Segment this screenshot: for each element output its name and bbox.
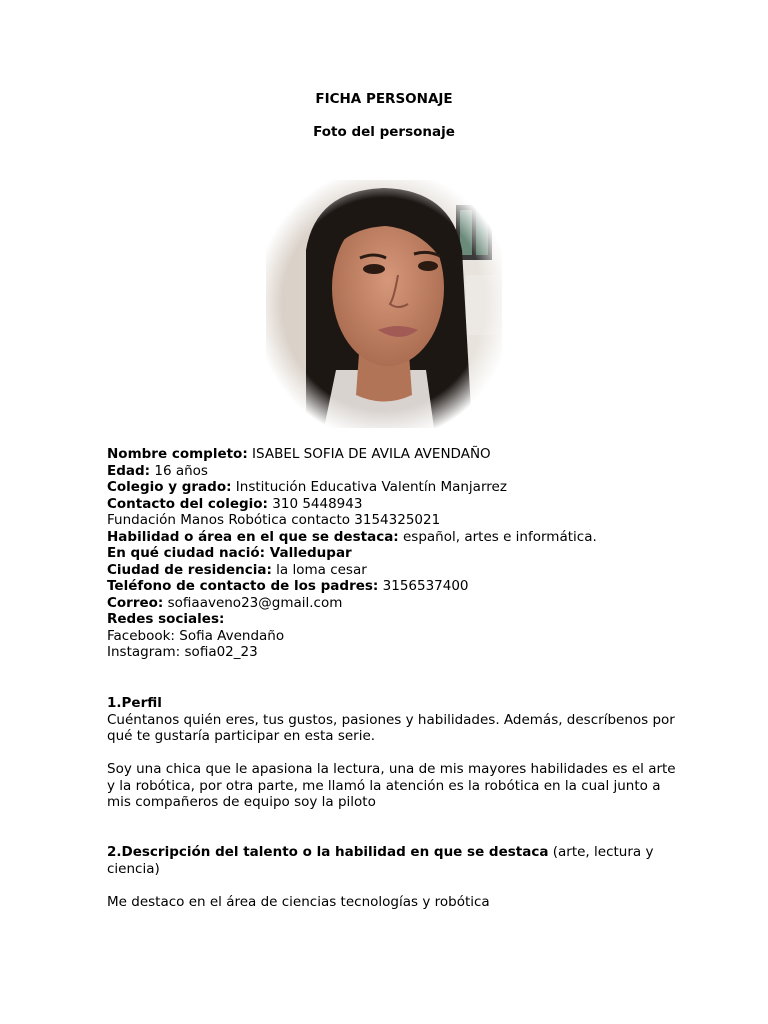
instagram-row: Instagram: sofia02_23 bbox=[107, 644, 258, 660]
personal-info bbox=[107, 446, 687, 661]
school-row bbox=[107, 479, 687, 496]
age-row bbox=[107, 463, 687, 480]
talent-heading-note: (arte, lectura y ciencia) bbox=[107, 844, 654, 877]
facebook-row: Facebook: Sofia Avendaño bbox=[107, 627, 285, 644]
full-name-row bbox=[107, 446, 687, 463]
section-profile bbox=[107, 695, 687, 811]
residence-row bbox=[107, 562, 687, 579]
social-label-row bbox=[107, 611, 687, 628]
school-value: Institución Educativa Valentín Manjarrez bbox=[231, 479, 507, 495]
school-contact-row bbox=[107, 496, 687, 513]
full-name-value: ISABEL SOFIA DE AVILA AVENDAÑO bbox=[247, 446, 491, 462]
email-label: Correo: bbox=[107, 594, 164, 611]
talent-heading-row bbox=[107, 844, 687, 877]
age-value: 16 años bbox=[150, 462, 208, 479]
skill-area-value: español, artes e informática. bbox=[398, 528, 597, 545]
school-contact-label: Contacto del colegio: bbox=[107, 495, 268, 512]
full-name-label: Nombre completo: bbox=[107, 446, 248, 462]
foundation-row: Fundación Manos Robótica contacto 3154325021 bbox=[107, 512, 441, 528]
birth-city-row bbox=[107, 545, 687, 562]
parents-phone-label: Teléfono de contacto de los padres: bbox=[107, 578, 379, 594]
residence-value: la loma cesar bbox=[271, 561, 367, 578]
email-value: sofiaaveno23@gmail.com bbox=[163, 594, 343, 611]
skill-area-row bbox=[107, 529, 687, 546]
skill-area-label: Habilidad o área en el que se destaca: bbox=[107, 528, 399, 545]
photo-caption: Foto del personaje bbox=[313, 124, 455, 140]
character-photo bbox=[266, 180, 502, 428]
parents-phone-row bbox=[107, 578, 687, 595]
birth-city-label: En qué ciudad nació: bbox=[107, 545, 266, 561]
parents-phone-value: 3156537400 bbox=[378, 578, 469, 594]
talent-answer: Me destaco en el área de ciencias tecnologías y robótica bbox=[107, 893, 490, 910]
school-contact-value: 310 5448943 bbox=[267, 495, 363, 512]
profile-prompt: Cuéntanos quién eres, tus gustos, pasiones y habilidades. Además, descríbenos por qué te gustaría participar en esta serie. bbox=[107, 711, 675, 744]
age-label: Edad: bbox=[107, 462, 151, 479]
residence-label: Ciudad de residencia: bbox=[107, 561, 272, 578]
profile-answer: Soy una chica que le apasiona la lectura, una de mis mayores habilidades es el arte y la robótica, por otra parte, me llamó la atención es la robótica en la cual junto a mis compañeros de equipo soy la piloto bbox=[107, 761, 676, 810]
school-label: Colegio y grado: bbox=[107, 479, 232, 495]
birth-city-value: Valledupar bbox=[265, 545, 352, 561]
document-title: FICHA PERSONAJE bbox=[315, 91, 453, 107]
talent-heading: 2.Descripción del talento o la habilidad en que se destaca bbox=[107, 844, 549, 860]
social-label: Redes sociales: bbox=[107, 611, 225, 627]
email-row bbox=[107, 595, 687, 612]
profile-heading: 1.Perfil bbox=[107, 695, 162, 711]
section-talent bbox=[107, 844, 687, 910]
